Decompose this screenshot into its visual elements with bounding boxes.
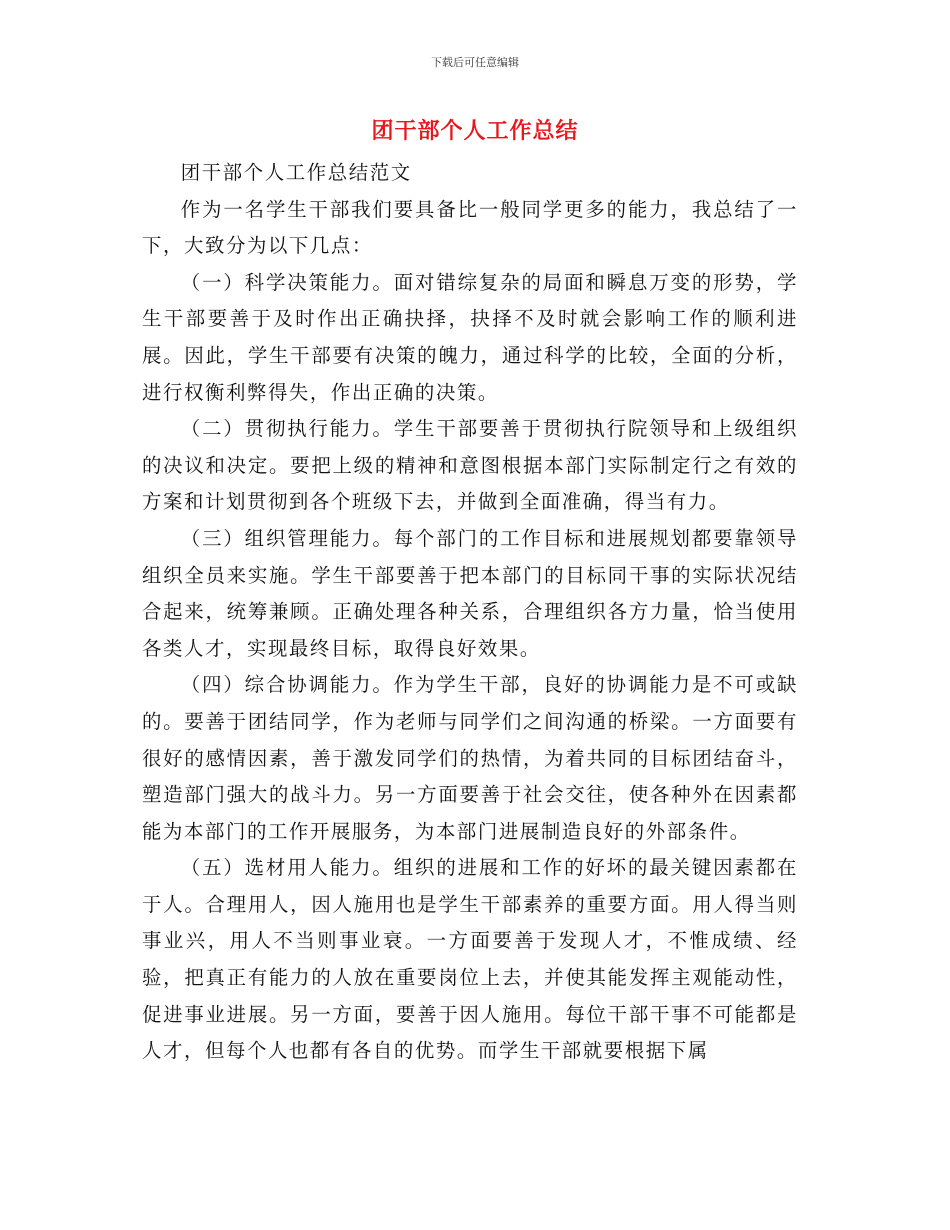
paragraph-2: （二）贯彻执行能力。学生干部要善于贯彻执行院领导和上级组织的决议和决定。要把上级的精神和意图根据本部门实际制定行之有效的方案和计划贯彻到各个班级下去，并做到全面准确，得当有力。 [142, 417, 798, 514]
document-title: 团干部个人工作总结 [371, 119, 579, 144]
document-body [142, 155, 798, 1070]
header-note: 下载后可任意编辑 [431, 56, 519, 69]
paragraph-3: （三）组织管理能力。每个部门的工作目标和进展规划都要靠领导组织全员来实施。学生干部要善于把本部门的目标同干事的实际状况结合起来，统筹兼顾。正确处理各种关系，合理组织各方力量，恰当使用各类人才，实现最终目标，取得良好效果。 [142, 526, 798, 660]
paragraph-subtitle: 团干部个人工作总结范文 [180, 161, 412, 184]
paragraph-1: （一）科学决策能力。面对错综复杂的局面和瞬息万变的形势，学生干部要善于及时作出正确抉择，抉择不及时就会影响工作的顺利进展。因此，学生干部要有决策的魄力，通过科学的比较，全面的分析，进行权衡利弊得失，作出正确的决策。 [142, 270, 798, 404]
paragraph-5: （五）选材用人能力。组织的进展和工作的好坏的最关键因素都在于人。合理用人，因人施用也是学生干部素养的重要方面。用人得当则事业兴，用人不当则事业衰。一方面要善于发现人才，不惟成绩、经验，把真正有能力的人放在重要岗位上去，并使其能发挥主观能动性，促进事业进展。另一方面，要善于因人施用。每位干部干事不可能都是人才，但每个人也都有各自的优势。而学生干部就要根据下属 [142, 856, 798, 1063]
paragraph-4: （四）综合协调能力。作为学生干部，良好的协调能力是不可或缺的。要善于团结同学，作为老师与同学们之间沟通的桥梁。一方面要有很好的感情因素，善于激发同学们的热情，为着共同的目标团结奋斗，塑造部门强大的战斗力。另一方面要善于社会交往，使各种外在因素都能为本部门的工作开展服务，为本部门进展制造良好的外部条件。 [142, 673, 798, 843]
paragraph-intro: 作为一名学生干部我们要具备比一般同学更多的能力，我总结了一下，大致分为以下几点： [142, 197, 798, 258]
